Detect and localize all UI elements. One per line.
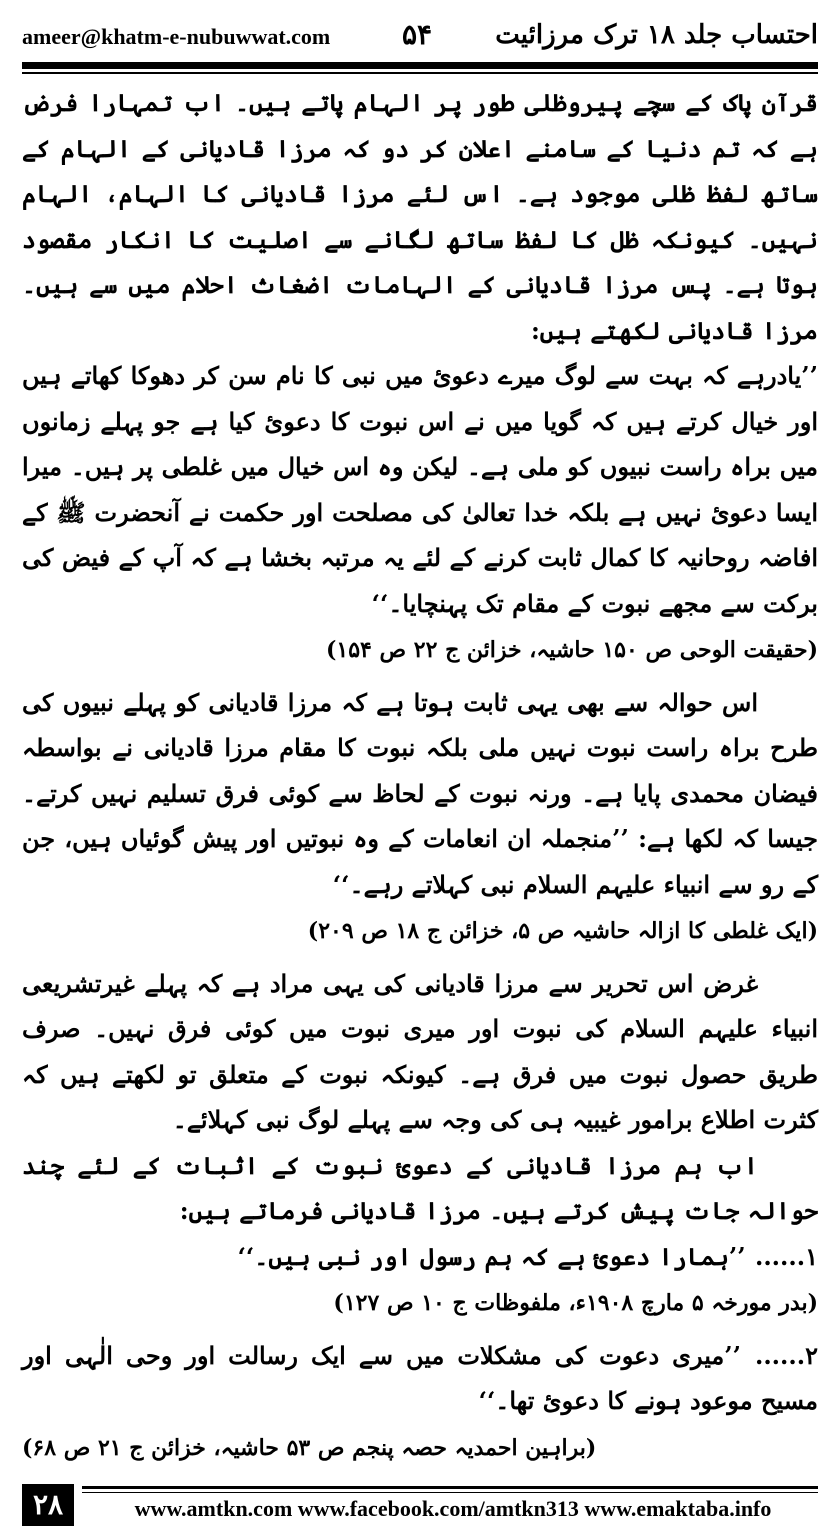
reference-4: (براہین احمدیہ حصہ پنجم ص ۵۳ حاشیہ، خزائن ج ۲۱ ص ۶۸) — [22, 1434, 597, 1461]
paragraph-3: غرض اس تحریر سے مرزا قادیانی کی یہی مراد ہے کہ پہلے غیرتشریعی انبیاء علیہم السلام کی نبوت اور میری نبوت میں کوئی فرق نہیں۔ صرف طریق حصول نبوت میں فرق ہے۔ کیونکہ نبوت کے متعلق تو لکھتے ہیں کہ کثرت اطلاع برامور غیبیہ ہی کی وجہ سے پہلے لوگ نبی کہلائے۔ — [22, 968, 818, 1134]
page-header — [22, 14, 818, 64]
page-content — [22, 80, 818, 1476]
footer-page-label: ۲۸ — [22, 1484, 74, 1526]
list-item-text: ’’میری دعوت کی مشکلات میں سے ایک رسالت اور وحی الٰہی اور مسیح موعود ہونے کا دعوئ تھا۔‘‘ — [22, 1340, 818, 1415]
page-footer — [22, 1484, 818, 1526]
list-item-2 — [22, 1333, 818, 1461]
list-item-number: ۱...... — [754, 1241, 818, 1271]
header-rule-thick — [22, 62, 818, 69]
header-rule-thin — [22, 72, 818, 74]
paragraph-4: اب ہم مرزا قادیانی کے دعوئ نبوت کے اثبات کے لئے چند حوالہ جات پیش کرتے ہیں۔ مرزا قادیانی فرماتے ہیں: — [22, 1150, 818, 1225]
list-item-1 — [22, 1234, 818, 1280]
reference-2: (ایک غلطی کا ازالہ حاشیہ ص ۵، خزائن ج ۱۸ ص ۲۰۹) — [307, 918, 818, 944]
footer-rule-thin — [82, 1492, 818, 1493]
header-title: احتساب جلد ۱۸ ترک مرزائیت — [495, 20, 818, 50]
quote-1: ’’یادرہے کہ بہت سے لوگ میرے دعوئ میں نبی کا نام سن کر دھوکا کھاتے ہیں اور خیال کرتے ہیں کہ گویا میں نے اس نبوت کا دعوئ کیا ہے جو پہلے زمانوں میں براہ راست نبیوں کو ملی ہے۔ لیکن وہ اس خیال میں غلطی پر ہیں۔ میرا ایسا دعوئ نہیں ہے بلکہ خدا تعالیٰ کی مصلحت اور حکمت نے آنحضرت ﷺ کے افاضہ روحانیہ کا کمال ثابت کرنے کے لئے یہ مرتبہ بخشا ہے کہ آپ کے فیض کی برکت سے مجھے نبوت کے مقام تک پہنچایا۔‘‘ — [22, 361, 818, 618]
paragraph-1: قرآن پاک کے سچے پیروظلی طور پر الہام پاتے ہیں۔ اب تمہارا فرض ہے کہ تم دنیا کے سامنے اعلان کر دو کہ مرزا قادیانی کے الہام کے ساتھ لفظ ظلی موجود ہے۔ اس لئے مرزا قادیانی کا الہام، الہام نہیں۔ کیونکہ ظل کا لفظ ساتھ لگانے سے اصلیت کا انکار مقصود ہوتا ہے۔ پس مرزا قادیانی کے الہامات اضغاث احلام میں سے ہیں۔ مرزا قادیانی لکھتے ہیں: — [22, 88, 818, 345]
reference-3: (بدر مورخہ ۵ مارچ ۱۹۰۸ء، ملفوظات ج ۱۰ ص ۱۲۷) — [333, 1290, 818, 1316]
header-page-number: ۵۴ — [402, 18, 433, 51]
reference-1: (حقیقت الوحی ص ۱۵۰ حاشیہ، خزائن ج ۲۲ ص ۱۵۴) — [325, 637, 818, 663]
footer-urls: www.amtkn.com www.facebook.com/amtkn313 www.emaktaba.info — [134, 1496, 772, 1521]
header-email: ameer@khatm-e-nubuwwat.com — [22, 24, 331, 49]
list-item-number: ۲...... — [754, 1340, 818, 1370]
footer-rule-thick — [82, 1486, 818, 1489]
list-item-text: ’’ہمارا دعوئ ہے کہ ہم رسول اور نبی ہیں۔‘‘ — [237, 1241, 746, 1271]
paragraph-2: اس حوالہ سے بھی یہی ثابت ہوتا ہے کہ مرزا قادیانی کو پہلے نبیوں کی طرح براہ راست نبوت نہیں ملی بلکہ نبوت کا مقام مرزا قادیانی نے بواسطہ فیضان محمدی پایا ہے۔ ورنہ نبوت کے لحاظ سے کوئی فرق تسلیم نہیں کرتے۔ جیسا کہ لکھا ہے: ’’منجملہ ان انعامات کے وہ نبوتیں اور پیش گوئیاں ہیں، جن کے رو سے انبیاء علیہم السلام نبی کہلاتے رہے۔‘‘ — [22, 687, 818, 899]
